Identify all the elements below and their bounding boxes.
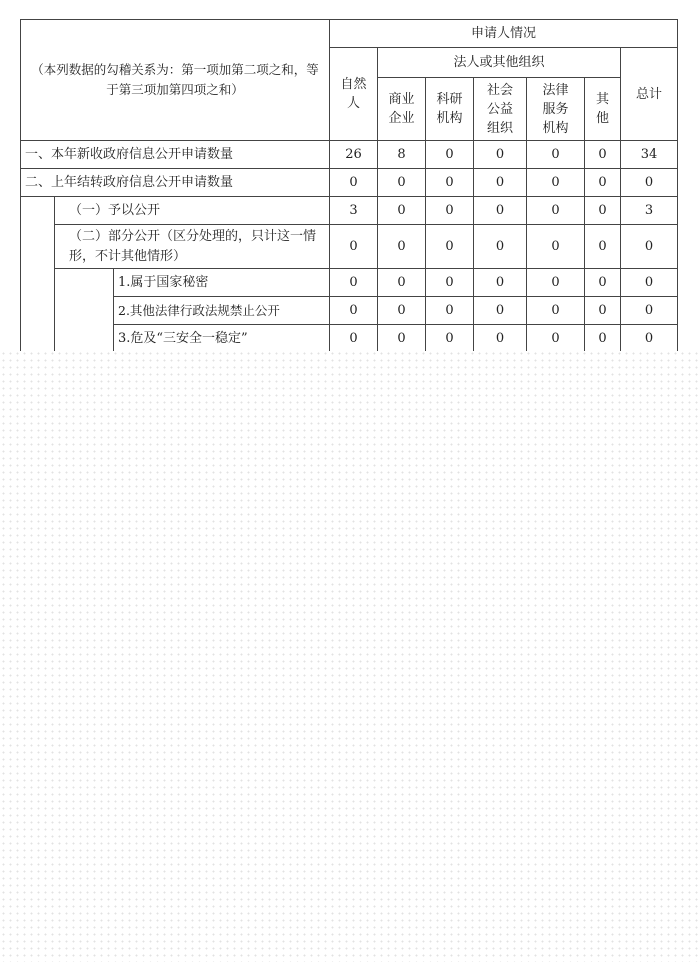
cell-total: 3 — [621, 197, 678, 225]
row-label: 1.属于国家秘密 — [114, 269, 330, 297]
cell-research: 0 — [426, 297, 474, 325]
cell-legal-service: 0 — [527, 169, 585, 197]
cell-commercial: 0 — [378, 169, 426, 197]
cell-legal-service: 0 — [527, 141, 585, 169]
other-header: 其他 — [585, 78, 621, 141]
cell-other: 0 — [585, 325, 621, 352]
cell-commercial: 0 — [378, 269, 426, 297]
cell-natural-person: 0 — [330, 169, 378, 197]
cell-legal-service: 0 — [527, 297, 585, 325]
research-header: 科研机构 — [426, 78, 474, 141]
row-label: （一）予以公开 — [55, 197, 330, 225]
cell-legal-service: 0 — [527, 269, 585, 297]
row-label: 一、本年新收政府信息公开申请数量 — [21, 141, 330, 169]
cell-public-welfare: 0 — [474, 197, 527, 225]
table-row — [21, 225, 678, 269]
cell-other: 0 — [585, 269, 621, 297]
cell-public-welfare: 0 — [474, 169, 527, 197]
cell-public-welfare: 0 — [474, 297, 527, 325]
natural-person-header: 自然人 — [330, 48, 378, 141]
cell-total: 0 — [621, 297, 678, 325]
cell-research: 0 — [426, 325, 474, 352]
row-label: 3.危及“三安全一稳定” — [114, 325, 330, 352]
legal-group-header: 法人或其他组织 — [378, 48, 621, 78]
application-statistics-table — [20, 19, 678, 351]
cell-public-welfare: 0 — [474, 325, 527, 352]
cell-research: 0 — [426, 269, 474, 297]
table-row — [21, 197, 678, 225]
commercial-header: 商业企业 — [378, 78, 426, 141]
cell-commercial: 0 — [378, 197, 426, 225]
legal-service-header: 法律服务机构 — [527, 78, 585, 141]
cell-other: 0 — [585, 169, 621, 197]
cell-natural-person: 26 — [330, 141, 378, 169]
cell-public-welfare: 0 — [474, 141, 527, 169]
cell-other: 0 — [585, 141, 621, 169]
cell-public-welfare: 0 — [474, 269, 527, 297]
cell-research: 0 — [426, 141, 474, 169]
cell-other: 0 — [585, 297, 621, 325]
cell-commercial: 0 — [378, 325, 426, 352]
cell-commercial: 0 — [378, 297, 426, 325]
table-row — [21, 325, 678, 352]
row-label: （二）部分公开（区分处理的，只计这一情形，不计其他情形） — [55, 225, 330, 269]
cell-commercial: 8 — [378, 141, 426, 169]
cell-total: 0 — [621, 225, 678, 269]
cell-natural-person: 0 — [330, 225, 378, 269]
table-row — [21, 269, 678, 297]
cell-public-welfare: 0 — [474, 225, 527, 269]
row-label: 二、上年结转政府信息公开申请数量 — [21, 169, 330, 197]
public-welfare-header: 社会公益组织 — [474, 78, 527, 141]
visible-table-area — [0, 0, 700, 351]
cell-research: 0 — [426, 197, 474, 225]
cell-other: 0 — [585, 225, 621, 269]
table-row — [21, 141, 678, 169]
row-label: 2.其他法律行政法规禁止公开 — [114, 297, 330, 325]
table-row — [21, 297, 678, 325]
cell-natural-person: 0 — [330, 325, 378, 352]
cell-legal-service: 0 — [527, 225, 585, 269]
reason-group-cell — [55, 269, 114, 352]
table-note-cell: （本列数据的勾稽关系为：第一项加第二项之和，等于第三项加第四项之和） — [21, 20, 330, 141]
cell-total: 0 — [621, 325, 678, 352]
cell-legal-service: 0 — [527, 197, 585, 225]
cell-legal-service: 0 — [527, 325, 585, 352]
outcome-group-cell — [21, 197, 55, 352]
cell-total: 0 — [621, 269, 678, 297]
header-row-1 — [21, 20, 678, 48]
cell-natural-person: 0 — [330, 297, 378, 325]
applicant-status-header: 申请人情况 — [330, 20, 678, 48]
cell-natural-person: 3 — [330, 197, 378, 225]
cell-natural-person: 0 — [330, 269, 378, 297]
total-header: 总计 — [621, 48, 678, 141]
cell-total: 0 — [621, 169, 678, 197]
cell-commercial: 0 — [378, 225, 426, 269]
cell-other: 0 — [585, 197, 621, 225]
cell-research: 0 — [426, 225, 474, 269]
cell-research: 0 — [426, 169, 474, 197]
table-row — [21, 169, 678, 197]
cell-total: 34 — [621, 141, 678, 169]
